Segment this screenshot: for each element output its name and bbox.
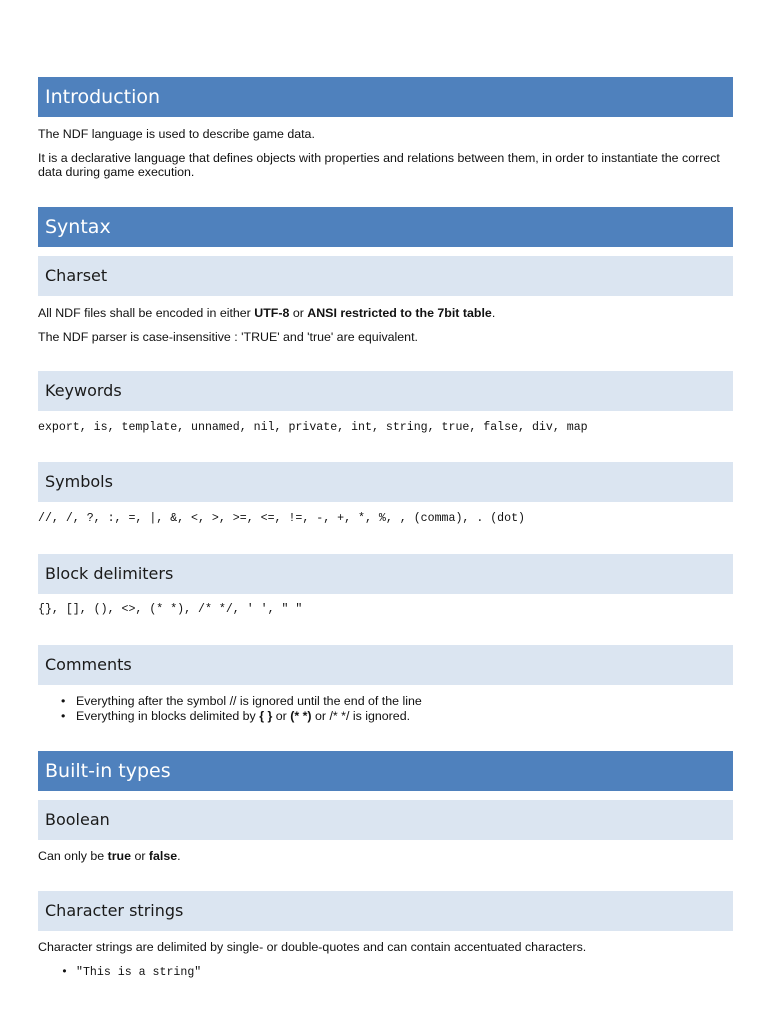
section-heading-builtin-types: Built-in types [38, 751, 733, 791]
charset-paragraph-2: The NDF parser is case-insensitive : 'TRUE' and 'true' are equivalent. [38, 330, 418, 344]
subsection-heading-keywords: Keywords [38, 371, 733, 411]
character-strings-list [38, 965, 201, 980]
keywords-list: export, is, template, unnamed, nil, private, int, string, true, false, div, map [38, 421, 588, 434]
intro-paragraph-1: The NDF language is used to describe game data. [38, 127, 315, 141]
subsection-heading-boolean: Boolean [38, 800, 733, 840]
subsection-heading-character-strings: Character strings [38, 891, 733, 931]
subsection-heading-comments: Comments [38, 645, 733, 685]
subsection-heading-symbols: Symbols [38, 462, 733, 502]
subsection-heading-block-delimiters: Block delimiters [38, 554, 733, 594]
subsection-heading-charset: Charset [38, 256, 733, 296]
section-heading-introduction: Introduction [38, 77, 733, 117]
list-item: • Everything in blocks delimited by { } or (* *) or /* */ is ignored. [38, 709, 422, 724]
intro-paragraph-2: It is a declarative language that defines objects with properties and relations between them, in order to instantiate the correct data during game execution. [38, 151, 720, 179]
list-item: • Everything after the symbol // is ignored until the end of the line [38, 694, 422, 709]
section-heading-syntax: Syntax [38, 207, 733, 247]
block-delimiters-list: {}, [], (), <>, (* *), /* */, ' ', " " [38, 603, 303, 616]
comments-list [38, 694, 422, 724]
list-item: • "This is a string" [38, 965, 201, 980]
boolean-paragraph: Can only be true or false. [38, 849, 181, 863]
charset-paragraph-1: All NDF files shall be encoded in either UTF-8 or ANSI restricted to the 7bit table. [38, 306, 496, 320]
character-strings-paragraph: Character strings are delimited by single- or double-quotes and can contain accentuated characters. [38, 940, 587, 954]
symbols-list: //, /, ?, :, =, |, &, <, >, >=, <=, !=, -, +, *, %, , (comma), . (dot) [38, 512, 526, 525]
